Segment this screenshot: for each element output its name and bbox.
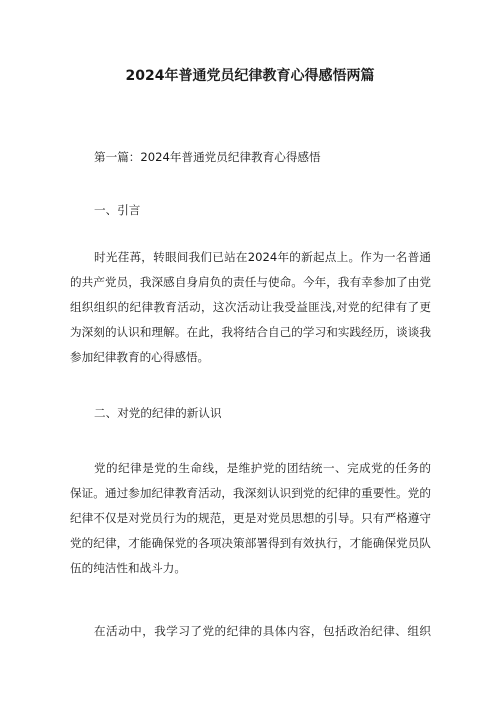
paragraph-2-line-1: 党的纪律是党的生命线，是维护党的团结统一、完成党的任务的 — [94, 461, 431, 475]
paragraph-2-line-4: 党的纪律，才能确保党的各项决策部署得到有效执行，才能确保党员队 — [70, 536, 431, 550]
heading-new-understanding: 二、对党的纪律的新认识 — [94, 406, 222, 420]
paragraph-2-line-3: 纪律不仅是对党员行为的规范，更是对党员思想的引导。只有严格遵守 — [70, 511, 431, 525]
paragraph-1-line-4: 为深刻的认识和理解。在此，我将结合自己的学习和实践经历，谈谈我 — [70, 325, 431, 339]
section-heading: 第一篇：2024年普通党员纪律教育心得感悟 — [94, 150, 321, 164]
paragraph-1-line-1: 时光荏苒，转眼间我们已站在2024年的新起点上。作为一名普通 — [94, 250, 431, 264]
paragraph-3-line-1: 在活动中，我学习了党的纪律的具体内容，包括政治纪律、组织 — [94, 624, 431, 638]
paragraph-2-line-2: 保证。通过参加纪律教育活动，我深刻认识到党的纪律的重要性。党的 — [70, 486, 431, 500]
paragraph-1-line-5: 参加纪律教育的心得感悟。 — [70, 350, 210, 364]
paragraph-2-line-5: 伍的纯洁性和战斗力。 — [70, 561, 186, 575]
document-title: 2024年普通党员纪律教育心得感悟两篇 — [125, 68, 375, 84]
paragraph-1-line-3: 组织组织的纪律教育活动，这次活动让我受益匪浅,对党的纪律有了更 — [70, 300, 431, 314]
paragraph-1-line-2: 的共产党员，我深感自身肩负的责任与使命。今年，我有幸参加了由党 — [70, 275, 431, 289]
heading-introduction: 一、引言 — [94, 203, 141, 217]
